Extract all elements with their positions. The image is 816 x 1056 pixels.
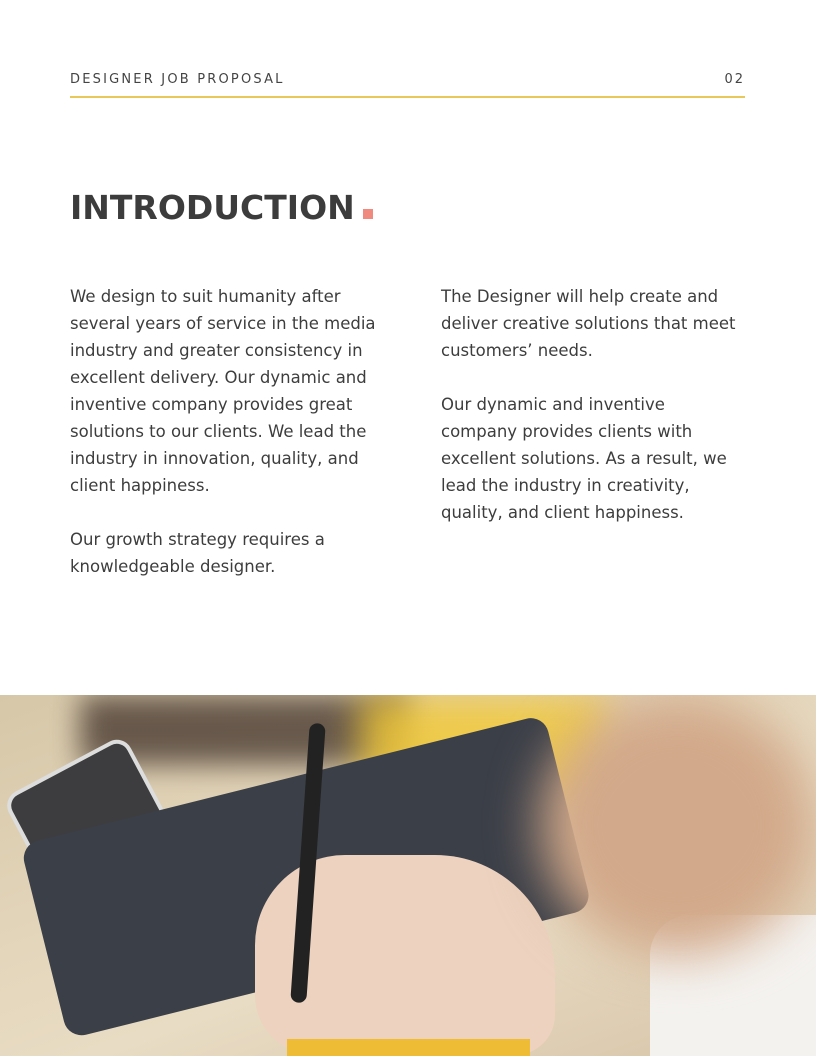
designer-drawing-tablet-photo [0, 695, 816, 1056]
accent-square-icon [363, 209, 373, 219]
page-header [70, 72, 745, 98]
photo-face-shape [540, 695, 816, 955]
section-title-text: INTRODUCTION [70, 188, 355, 227]
document-title: DESIGNER JOB PROPOSAL [70, 72, 285, 87]
paragraph: Our growth strategy requires a knowledgeable designer. [70, 530, 325, 576]
paragraph: We design to suit humanity after several years of service in the media industry and greater consistency in excellent delivery. Our dynamic and inventive company provides great solutions to our clients. We lead the industry in innovation, quality, and client happiness. [70, 287, 376, 495]
paragraph: The Designer will help create and deliver creative solutions that meet customers’ needs. [441, 287, 736, 360]
page-number: 02 [724, 72, 745, 87]
left-column [70, 283, 380, 607]
footer-accent-bar [287, 1039, 530, 1056]
paragraph: Our dynamic and inventive company provides clients with excellent solutions. As a result, we lead the industry in creativity, quality, and client happiness. [441, 395, 727, 522]
section-title [70, 188, 373, 227]
right-column [441, 283, 743, 553]
